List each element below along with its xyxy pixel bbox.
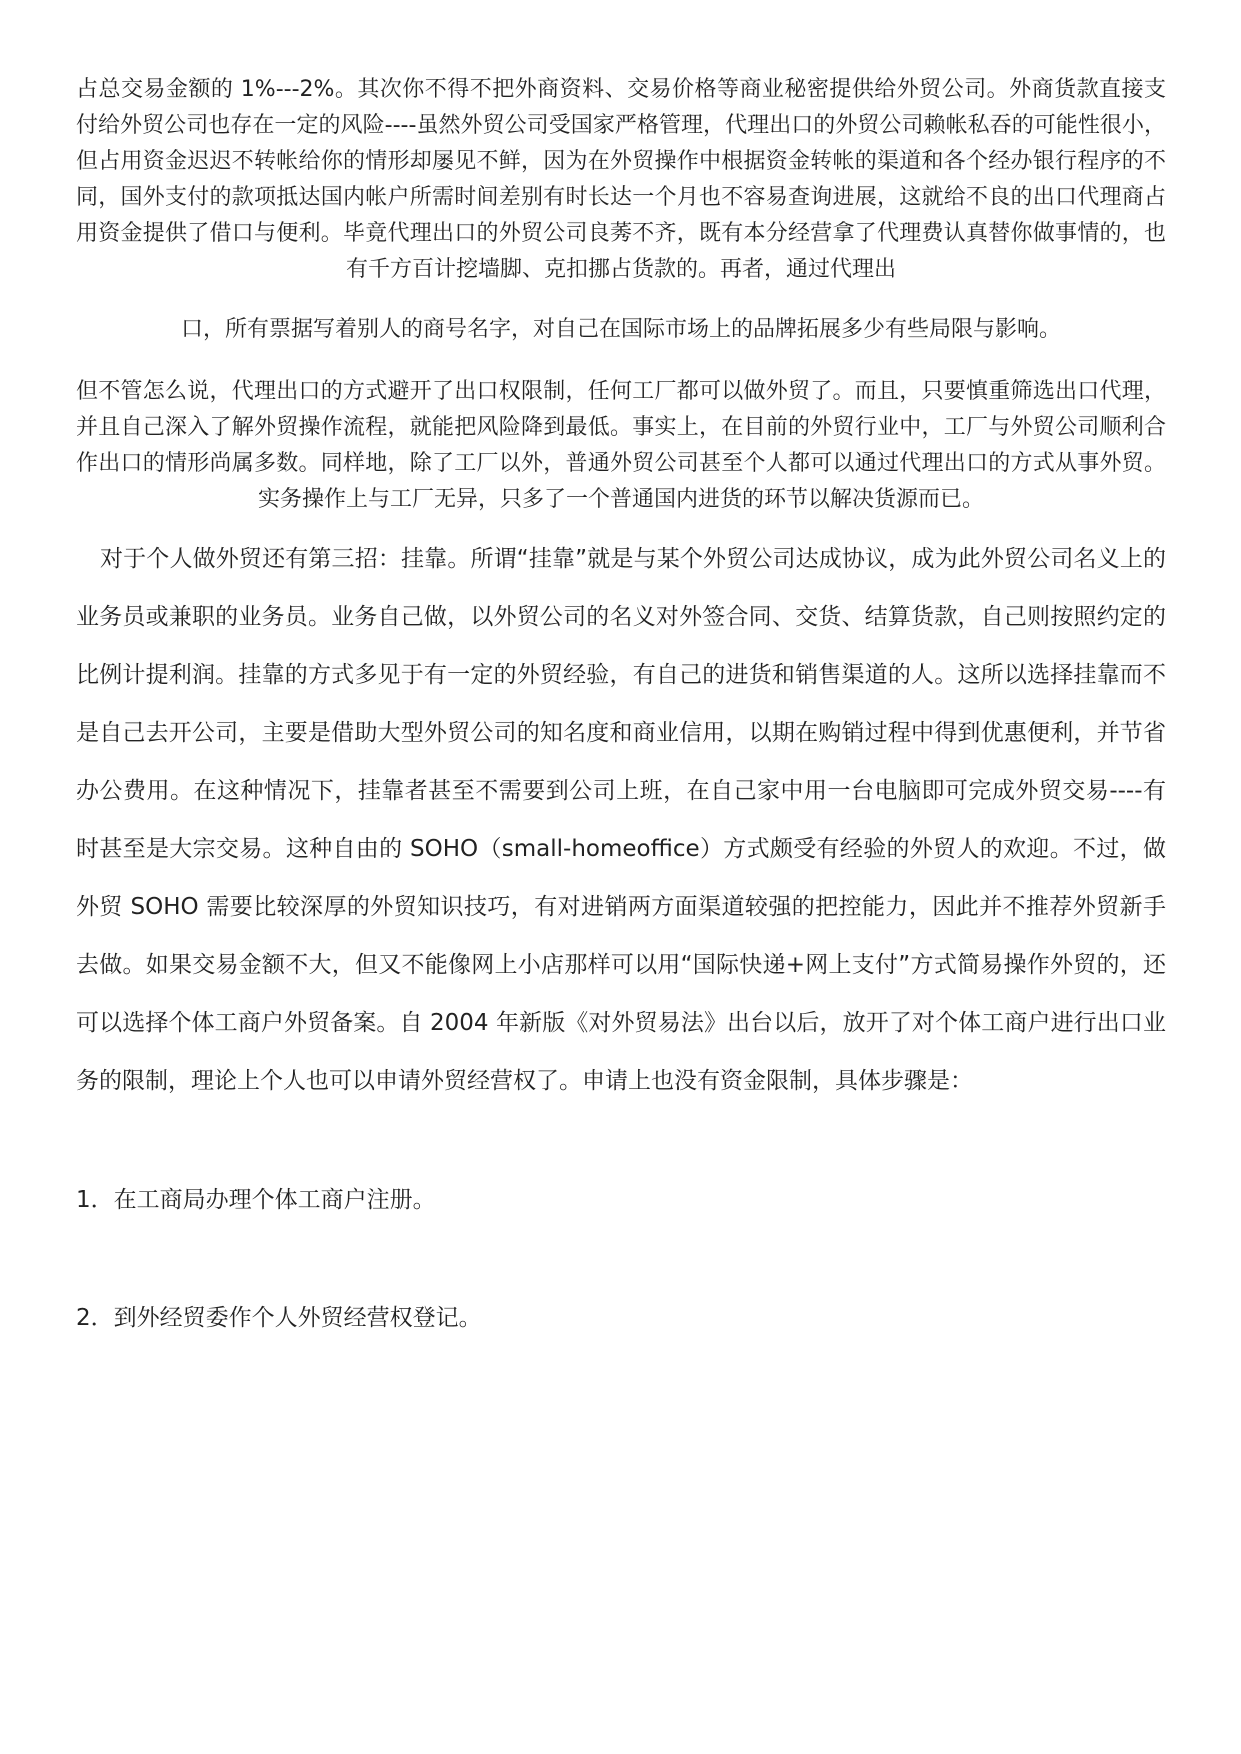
paragraph-agency-risks: 占总交易金额的 1%---2%。其次你不得不把外商资料、交易价格等商业秘密提供给外贸公司。外商货款直接支付给外贸公司也存在一定的风险----虽然外贸公司受国家严格管理，代理出口的外贸公司赖帐私吞的可能性很小，但占用资金迟迟不转帐给你的情形却屡见不鲜，因为在外贸操作中根据资金转帐的渠道和各个经办银行程序的不同，国外支付的款项抵达国内帐户所需时间差别有时长达一个月也不容易查询进展，这就给不良的出口代理商占用资金提供了借口与便利。毕竟代理出口的外贸公司良莠不齐，既有本分经营拿了代理费认真替你做事情的，也有千方百计挖墙脚、克扣挪占货款的。再者，通过代理出 — [76, 77, 1166, 282]
step-2: 2．到外经贸委作个人外贸经营权登记。 — [76, 1305, 482, 1331]
paragraph-brand-limitation: 口，所有票据写着别人的商号名字，对自己在国际市场上的品牌拓展多少有些局限与影响。 — [180, 317, 1061, 342]
document-page — [76, 72, 1166, 1336]
paragraph-agency-summary: 但不管怎么说，代理出口的方式避开了出口权限制，任何工厂都可以做外贸了。而且，只要慎重筛选出口代理，并且自己深入了解外贸操作流程，就能把风险降到最低。事实上，在目前的外贸行业中，工厂与外贸公司顺利合作出口的情形尚属多数。同样地，除了工厂以外，普通外贸公司甚至个人都可以通过代理出口的方式从事外贸。实务操作上与工厂无异，只多了一个普通国内进货的环节以解决货源而已。 — [76, 379, 1166, 512]
paragraph-affiliation-method: 对于个人做外贸还有第三招：挂靠。所谓“挂靠”就是与某个外贸公司达成协议，成为此外贸公司名义上的业务员或兼职的业务员。业务自己做，以外贸公司的名义对外签合同、交货、结算货款，自己则按照约定的比例计提利润。挂靠的方式多见于有一定的外贸经验，有自己的进货和销售渠道的人。这所以选择挂靠而不是自己去开公司，主要是借助大型外贸公司的知名度和商业信用，以期在购销过程中得到优惠便利，并节省办公费用。在这种情况下，挂靠者甚至不需要到公司上班，在自己家中用一台电脑即可完成外贸交易----有时甚至是大宗交易。这种自由的 SOHO（small-homeoffice）方式颇受有经验的外贸人的欢迎。不过，做外贸 SOHO 需要比较深厚的外贸知识技巧，有对进销两方面渠道较强的把控能力，因此并不推荐外贸新手去做。如果交易金额不大，但又不能像网上小店那样可以用“国际快递+网上支付”方式简易操作外贸的，还可以选择个体工商户外贸备案。自 2004 年新版《对外贸易法》出台以后，放开了对个体工商户进行出口业务的限制，理论上个人也可以申请外贸经营权了。申请上也没有资金限制，具体步骤是： — [76, 546, 1166, 1094]
step-1: 1．在工商局办理个体工商户注册。 — [76, 1187, 436, 1213]
